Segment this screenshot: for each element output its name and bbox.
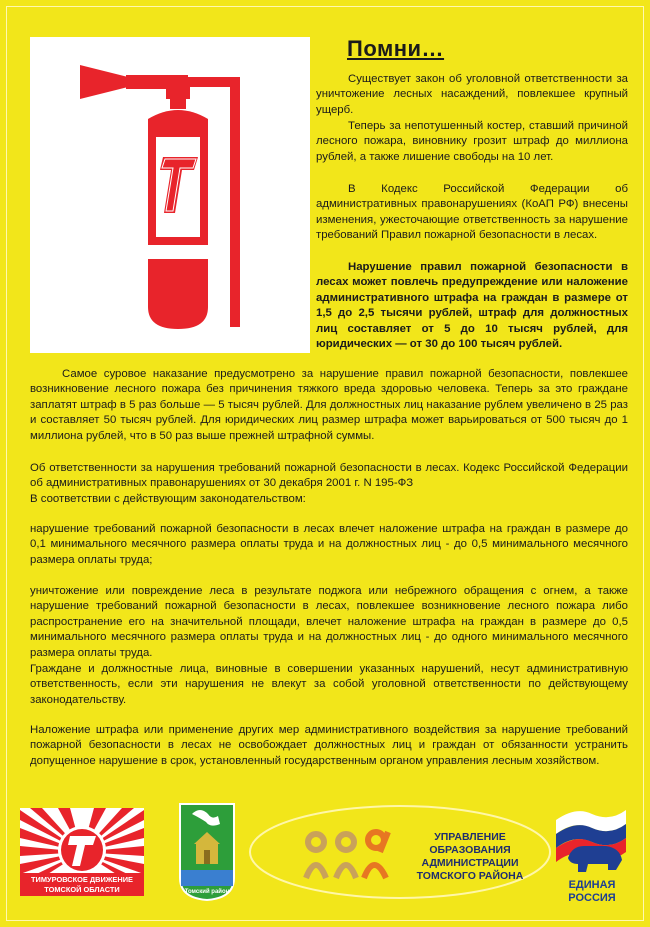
admin-line4: ТОМСКОГО РАЙОНА bbox=[416, 870, 524, 882]
intro-paragraph-2: Теперь за непотушенный костер, ставший причиной лесного пожара, виновнику грозит штраф до миллиона рублей, а также лишение свободы на 10 лет. bbox=[316, 120, 628, 163]
main-paragraph-2: Об ответственности за нарушения требований пожарной безопасности в лесах. Кодекс Российской Федерации об административных правонарушениях от 30 декабря 2001 г. N 195-ФЗ В соответствии с действующим законодательством: bbox=[30, 462, 628, 505]
page-title: Помни… bbox=[347, 36, 445, 61]
admin-line3: АДМИНИСТРАЦИИ bbox=[421, 857, 519, 869]
logos-row bbox=[0, 800, 650, 920]
tomsk-coat-of-arms bbox=[180, 804, 234, 900]
coat-caption: Томский район bbox=[184, 889, 230, 895]
timur-logo-line2: ТОМСКОЙ ОБЛАСТИ bbox=[44, 885, 120, 894]
timur-logo-line1: ТИМУРОВСКОЕ ДВИЖЕНИЕ bbox=[31, 875, 133, 884]
admin-line2: ОБРАЗОВАНИЯ bbox=[429, 844, 511, 856]
extinguisher-panel bbox=[30, 37, 310, 353]
main-paragraph-6: Наложение штрафа или применение других мер административного воздействия за нарушение требований пожарной безопасности в лесах не освобождает должностных лиц и граждан от обязанности устранить допущенное нарушение в срок, установленный государственным органом управления лесным хозяйством. bbox=[30, 724, 628, 767]
party-line2: РОССИЯ bbox=[568, 892, 616, 904]
main-paragraph-4: уничтожение или повреждение леса в результате поджога или небрежного обращения с огнем, а также нарушение требований пожарной безопасности в лесах, повлекшее возникновение лесного пожара либо распространение его на значительной площади, влечет наложение штрафа на граждан в размере до 0,5 минимального месячного размера оплаты труда и на должностных лиц - до одного минимального месячного размера оплаты труда. bbox=[30, 585, 628, 659]
main-paragraph-1: Самое суровое наказание предусмотрено за нарушение правил пожарной безопасности, повлекшее возникновение лесного пожара без причинения тяжкого вреда здоровью человека. Теперь за это граждане заплатят штраф в 5 раз больше — 5 тысяч рублей. Для должностных лиц наказание рублем увеличено в 25 раз и составляет 50 тысяч рублей. Для юридических лиц размер штрафа может варьироваться от 500 тысяч до 1 миллиона рублей, что в 50 раз выше прежней штрафной суммы. bbox=[30, 368, 628, 442]
timur-logo bbox=[20, 808, 144, 896]
admin-line1: УПРАВЛЕНИЕ bbox=[434, 831, 506, 843]
main-paragraph-3: нарушение требований пожарной безопасности в лесах влечет наложение штрафа на граждан в размере до 0,1 минимального месячного размера оплаты труда и на должностных лиц - до 0,5 минимального месячного размера оплаты труда; bbox=[30, 523, 628, 566]
education-logo bbox=[250, 806, 550, 898]
united-russia-logo bbox=[556, 810, 626, 904]
intro-paragraph-4: Нарушение правил пожарной безопасности в лесах может повлечь предупреждение или наложение административного штрафа на граждан в размере от 1,5 до 2,5 тысячи рублей, штраф для должностных лиц составляет от 5 до 10 тысяч рублей, для юридических — от 30 до 100 тысяч рублей. bbox=[316, 261, 628, 351]
intro-paragraph-1: Существует закон об уголовной ответственности за уничтожение лесных насаждений, повлекшее крупный ущерб. bbox=[316, 73, 628, 116]
intro-paragraph-3: В Кодекс Российской Федерации об административных правонарушениях (КоАП РФ) внесены изменения, ужесточающие ответственность за нарушение требований Правил пожарной безопасности в лесах. bbox=[316, 183, 628, 242]
main-paragraph-5: Граждане и должностные лица, виновные в совершении указанных нарушений, несут административную ответственность, если эти нарушения не влекут за собой уголовной ответственности по действующему законодательству. bbox=[30, 663, 628, 706]
fire-extinguisher-icon bbox=[30, 37, 310, 353]
party-line1: ЕДИНАЯ bbox=[568, 879, 616, 891]
